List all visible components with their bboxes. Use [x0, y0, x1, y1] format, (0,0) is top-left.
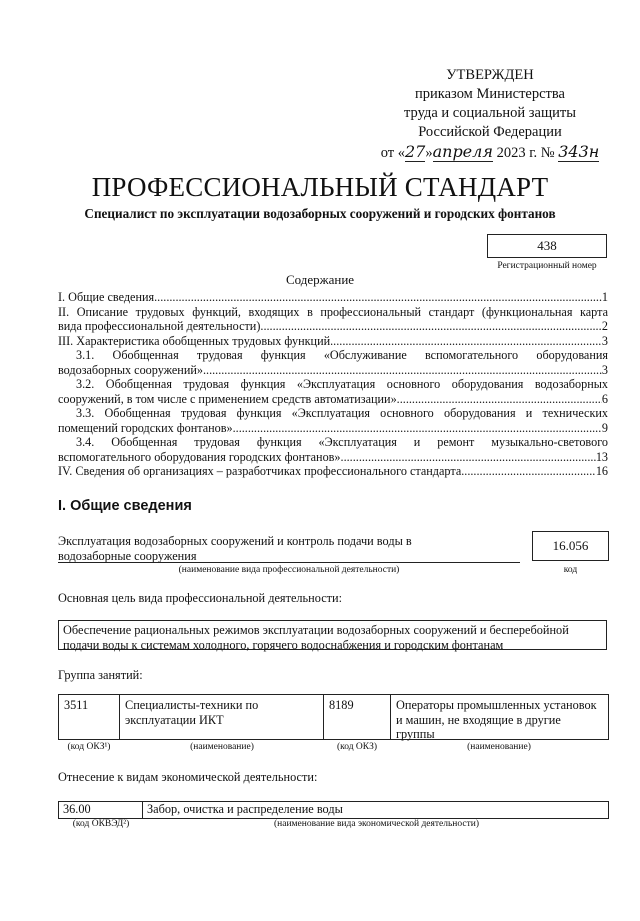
okved-code-cell: 36.00	[59, 802, 143, 818]
group-caption: (код ОКЗ¹)	[67, 742, 111, 752]
registration-number-label: Регистрационный номер	[497, 261, 597, 271]
document-title: ПРОФЕССИОНАЛЬНЫЙ СТАНДАРТ	[91, 172, 549, 202]
goal-label: Основная цель вида профессиональной деятельности:	[58, 591, 343, 605]
toc-item[interactable]: 3.2. Обобщенная трудовая функция «Эксплуатация основного оборудования водозаборных сооружений, в том числе с применением средств автоматизации» ..... 6	[58, 377, 608, 406]
group-caption: (наименование)	[190, 742, 254, 752]
toc-page: 3	[601, 362, 608, 377]
okz-name-cell: Операторы промышленных установок и машин, не входящие в другие группы	[396, 698, 597, 741]
toc-page: 9	[601, 420, 608, 435]
approval-line: труда и социальной защиты	[404, 105, 576, 121]
approval-title: УТВЕРЖДЕН	[446, 67, 534, 83]
okz-name-cell: Специалисты-техники по эксплуатации ИКТ	[120, 695, 324, 739]
document-subtitle: Специалист по эксплуатации водозаборных сооружений и городских фонтанов	[84, 206, 556, 221]
approval-day: 27	[404, 142, 426, 161]
okved-label: Отнесение к видам экономической деятельности:	[58, 770, 318, 784]
toc-item[interactable]: II. Описание трудовых функций, входящих в профессиональный стандарт (функциональная карта вида профессиональной деятельности) ..... 2	[58, 305, 608, 334]
toc-page: 1	[601, 290, 608, 304]
activity-name: Эксплуатация водозаборных сооружений и контроль подачи воды в водозаборные сооружения	[58, 534, 412, 563]
approval-number: 343н	[558, 142, 600, 161]
okved-name-cell: Забор, очистка и распределение воды	[147, 802, 343, 816]
okved-caption: (код ОКВЭД²)	[72, 819, 130, 829]
okved-table	[58, 801, 609, 819]
approval-block	[360, 66, 620, 163]
occupation-group-table	[58, 694, 609, 740]
activity-code: 16.056	[532, 531, 609, 561]
goal-box: Обеспечение рациональных режимов эксплуатации водозаборных сооружений и бесперебойной подачи воды к системам холодного, горячего водоснабжения и городским фонтанам	[58, 620, 607, 650]
approval-year: 2023 г. №	[496, 145, 555, 161]
toc	[58, 290, 608, 479]
section-heading: I. Общие сведения	[58, 498, 192, 514]
toc-item[interactable]: 3.3. Обобщенная трудовая функция «Эксплуатация основного оборудования и технических помещений городских фонтанов» ..... 9	[58, 406, 608, 435]
toc-page: 16	[595, 464, 608, 478]
okz-code-cell: 8189	[324, 695, 391, 739]
activity-caption: (наименование вида профессиональной деятельности)	[178, 565, 400, 575]
toc-page: 2	[601, 319, 608, 333]
group-caption: (наименование)	[467, 742, 531, 752]
okved-caption: (наименование вида экономической деятельности)	[274, 819, 479, 829]
group-label: Группа занятий:	[58, 668, 143, 682]
toc-item[interactable]: 3.4. Обобщенная трудовая функция «Эксплуатация и ремонт музыкально-светового вспомогательного оборудования городских фонтанов» ..... 13	[58, 435, 608, 464]
registration-number-box: 438	[487, 234, 607, 258]
toc-page: 13	[595, 449, 608, 464]
activity-underline	[58, 562, 520, 563]
okz-code-cell: 3511	[59, 695, 120, 739]
toc-item[interactable]: 3.1. Обобщенная трудовая функция «Обслуживание вспомогательного оборудования водозаборных сооружений» ..... 3	[58, 348, 608, 377]
toc-heading: Содержание	[285, 272, 355, 287]
code-caption: код	[563, 565, 578, 575]
toc-item[interactable]: IV. Сведения об организациях – разработчиках профессионального стандарта ..... 16	[58, 464, 608, 479]
toc-item[interactable]: I. Общие сведения ..... 1	[58, 290, 608, 305]
approval-date-line: от «27»апреля 2023 г. № 343н	[380, 142, 600, 161]
toc-item[interactable]: III. Характеристика обобщенных трудовых функций ..... 3	[58, 334, 608, 349]
approval-line: Российской Федерации	[418, 124, 562, 140]
approval-line: приказом Министерства	[415, 86, 565, 102]
approval-month: апреля	[432, 142, 493, 161]
group-caption: (код ОКЗ)	[336, 742, 378, 752]
toc-page: 3	[601, 333, 608, 348]
toc-page: 6	[601, 391, 608, 406]
